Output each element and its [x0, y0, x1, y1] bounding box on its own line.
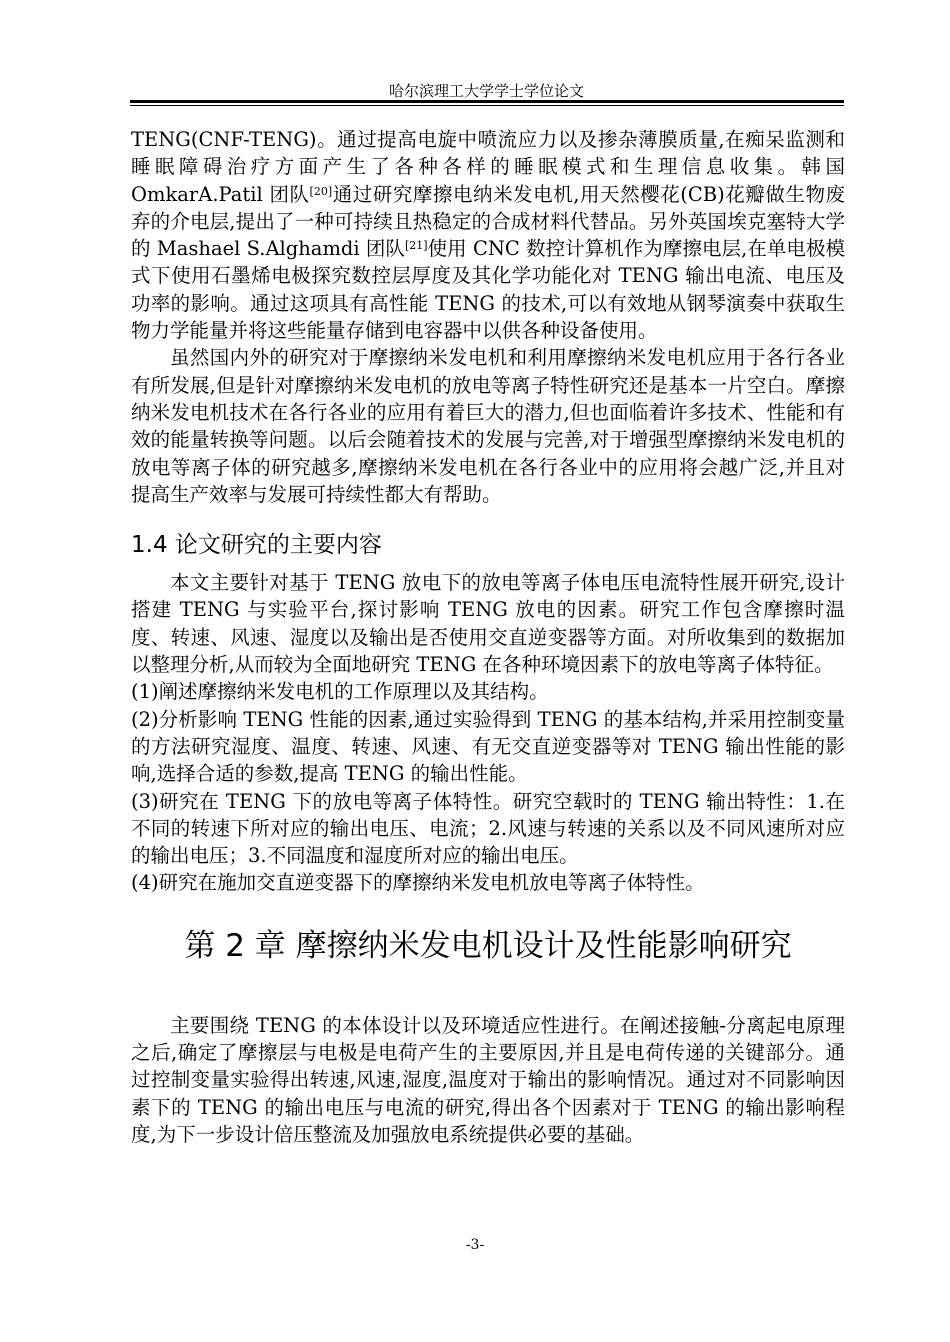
list-item: (2)分析影响 TENG 性能的因素,通过实验得到 TENG 的基本结构,并采用控制变量的方法研究湿度、温度、转速、风速、有无交直逆变器等对 TENG 输出性能的影响,选择合适的参数,提高 TENG 的输出性能。	[131, 707, 845, 786]
paragraph-text: TENG(CNF-TENG)。通过提高电旋中喷流应力以及掺杂薄膜质量,在痴呆监测和睡眠障碍治疗方面产生了各种各样的睡眠模式和生理信息收集。韩国 OmkarA.Patil 团队	[131, 128, 845, 206]
running-header: 哈尔滨理工大学学士学位论文	[388, 82, 584, 100]
paragraph: 虽然国内外的研究对于摩擦纳米发电机和利用摩擦纳米发电机应用于各行各业有所发展,但是针对摩擦纳米发电机的放电等离子特性研究还是基本一片空白。摩擦纳米发电机技术在各行各业的应用有着巨大的潜力,但也面临着许多技术、性能和有效的能量转换等问题。以后会随着技术的发展与完善,对于增强型摩擦纳米发电机的放电等离子体的研究越多,摩擦纳米发电机在各行各业中的应用将会越广泛,并且对提高生产效率与发展可持续性都大有帮助。	[131, 346, 845, 506]
citation-ref: [21]	[404, 239, 428, 253]
list-item: (3)研究在 TENG 下的放电等离子体特性。研究空载时的 TENG 输出特性：1.在不同的转速下所对应的输出电压、电流；2.风速与转速的关系以及不同风速所对应的输出电压；3.不同温度和湿度所对应的输出电压。	[131, 789, 845, 868]
list-item: (1)阐述摩擦纳米发电机的工作原理以及其结构。	[131, 680, 549, 704]
paragraph-text: 通过研究摩擦电纳米发电机,用天然樱花(CB)花瓣做生物废弃的介电层,提出了一种可持续且热稳定的合成材料代替品。另外英国埃克塞特大学的 Mashael S.Alghamdi 团队	[131, 182, 845, 261]
header-rule-thick	[130, 100, 844, 103]
chapter-intro: 主要围绕 TENG 的本体设计以及环境适应性进行。在阐述接触-分离起电原理之后,确定了摩擦层与电极是电荷产生的主要原因,并且是电荷传递的关键部分。通过控制变量实验得出转速,风速,湿度,温度对于输出的影响情况。通过对不同影响因素下的 TENG 的输出电压与电流的研究,得出各个因素对于 TENG 的输出影响程度,为下一步设计倍压整流及加强放电系统提供必要的基础。	[131, 1013, 845, 1146]
citation-ref: [20]	[309, 184, 333, 198]
page-body	[131, 126, 845, 1148]
section-heading: 1.4 论文研究的主要内容	[131, 532, 382, 559]
header-rule-thin	[130, 105, 844, 106]
section-intro: 本文主要针对基于 TENG 放电下的放电等离子体电压电流特性展开研究,设计搭建 TENG 与实验平台,探讨影响 TENG 放电的因素。研究工作包含摩擦时温度、转速、风速、湿度以及输出是否使用交直逆变器等方面。对所收集到的数据加以整理分析,从而较为全面地研究 TENG 在各种环境因素下的放电等离子体特征。	[131, 571, 845, 677]
paragraph-text: 使用 CNC 数控计算机作为摩擦电层,在单电极模式下使用石墨烯电极探究数控层厚度及其化学功能化对 TENG 输出电流、电压及功率的影响。通过这项具有高性能 TENG 的技术,可以有效地从钢琴演奏中获取生物力学能量并将这些能量存储到电容器中以供各种设备使用。	[131, 237, 846, 343]
paragraph-continued	[131, 126, 845, 344]
page-number: -3-	[465, 1237, 485, 1253]
list-item: (4)研究在施加交直逆变器下的摩擦纳米发电机放电等离子体特性。	[131, 871, 705, 895]
chapter-heading: 第 2 章 摩擦纳米发电机设计及性能影响研究	[184, 927, 792, 964]
